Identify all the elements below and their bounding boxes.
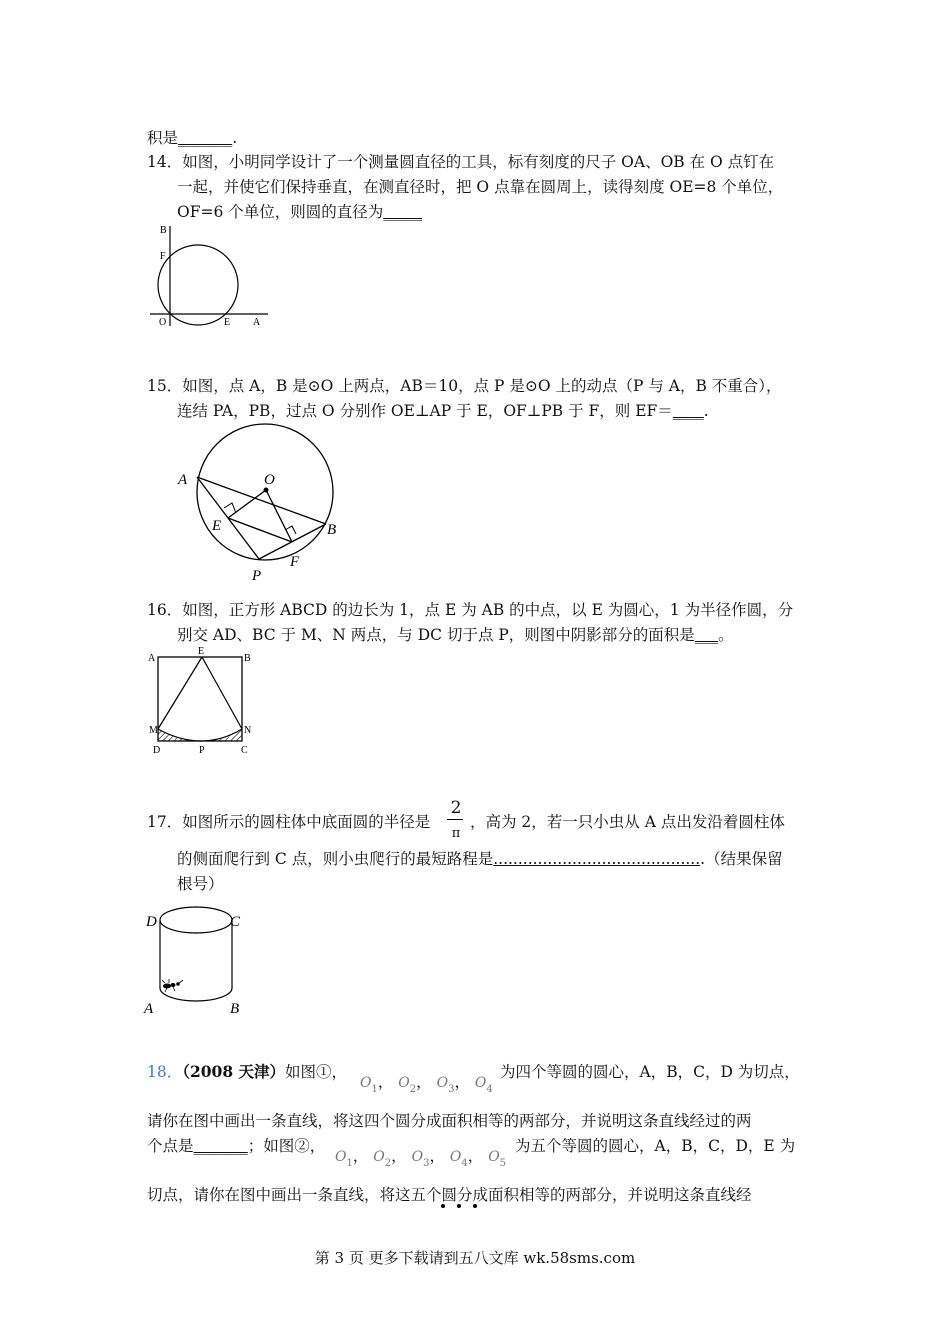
q18-blank: _______ — [193, 1137, 248, 1155]
emphasis-dot-2 — [457, 1204, 461, 1208]
q18-line4: 切点，请你在图中画出一条直线，将这五个圆分成面积相等的两部分，并说明这条直线经 — [147, 1186, 752, 1204]
q14-text3: OF=6 个单位，则圆的直径为 — [177, 203, 384, 221]
q18-line1b: 为四个等圆的圆心，A，B，C，D 为切点， — [500, 1063, 800, 1081]
center-o4: O — [474, 1075, 487, 1091]
center-dot — [264, 488, 269, 493]
q14-line3 — [177, 202, 422, 222]
q14-text1: 如图，小明同学设计了一个测量圆直径的工具，标有刻度的尺子 OA、OB 在 O 点钉在 — [182, 153, 775, 171]
q17-fraction-num: 2 — [450, 798, 462, 818]
q18-line3c: 为五个等圆的圆心，A，B，C，D，E 为 — [515, 1137, 796, 1155]
right-angle-e — [224, 503, 236, 513]
label-d: D — [153, 745, 161, 756]
label-e: E — [198, 646, 205, 657]
q14-blank: _____ — [383, 203, 422, 221]
q18-centers-2: $O_1$， $O_2$， $O_3$， $O_4$， $O_5$ — [335, 1147, 507, 1169]
label-a: A — [148, 653, 156, 664]
top-line — [147, 128, 237, 148]
q17-line1b: ，高为 2，若一只小虫从 A 点出发沿着圆柱体 — [470, 813, 785, 831]
q18-text1a: 如图①， — [285, 1063, 348, 1081]
center2-o1-sub: 1 — [346, 1158, 353, 1169]
q17-figure — [138, 900, 253, 1020]
center-o1: O — [360, 1075, 372, 1091]
q15-text1: 如图，点 A，B 是⊙O 上两点，AB＝10，点 P 是⊙O 上的动点（P 与 A，B 不重合）， — [182, 377, 782, 395]
q17-line2 — [177, 849, 783, 869]
emphasis-dot-1 — [441, 1204, 445, 1208]
q17-line1 — [147, 812, 430, 832]
center2-o5: O — [488, 1149, 500, 1165]
line-en — [202, 657, 242, 729]
label-e: E — [224, 317, 231, 328]
q15-number: 15． — [147, 377, 183, 395]
ant-icon — [162, 979, 183, 992]
shade-right — [202, 729, 242, 741]
q18-line3 — [147, 1136, 325, 1156]
q16-text2: 别交 AD、BC 于 M、N 两点，与 DC 切于点 P，则图中阴影部分的面积是 — [177, 626, 695, 644]
q15-text2: 连结 PA，PB，过点 O 分别作 OE⊥AP 于 E，OF⊥PB 于 F，则 EF＝ — [177, 402, 673, 420]
label-b: B — [160, 225, 167, 236]
label-m: M — [149, 725, 158, 736]
q14-line1 — [147, 152, 774, 172]
q18-line2: 请你在图中画出一条直线，将这四个圆分成面积相等的两部分，并说明这条直线经过的两 — [147, 1112, 752, 1130]
q14-line2: 一起，并使它们保持垂直，在测直径时，把 O 点靠在圆周上，读得刻度 OE=8 个单位， — [177, 178, 784, 196]
q17-blank: .......................................... — [493, 850, 701, 868]
shade-left — [158, 729, 202, 741]
top-blank: _______ — [178, 129, 233, 147]
q15-line1 — [147, 376, 782, 396]
page-footer: 第 3 页 更多下载请到五八文库 wk.58sms.com — [314, 1249, 636, 1267]
q17-text2b: .（结果保留 — [700, 850, 783, 868]
label-o: O — [264, 472, 275, 488]
center2-o2: O — [373, 1149, 385, 1165]
center2-o2-sub: 2 — [384, 1158, 392, 1169]
q18-line1 — [147, 1062, 347, 1082]
cylinder-top — [160, 907, 232, 933]
chord-ab — [197, 477, 326, 524]
q14-figure — [148, 222, 273, 330]
line-em — [158, 657, 202, 729]
q16-number: 16． — [147, 601, 183, 619]
label-a: A — [253, 317, 261, 328]
center-o3: O — [436, 1075, 449, 1091]
center-o3-sub: 3 — [448, 1084, 455, 1095]
label-p: P — [252, 568, 262, 584]
top-end: . — [232, 129, 238, 147]
line-oe — [228, 490, 266, 518]
q18-text3b: ；如图②， — [247, 1137, 326, 1155]
q15-blank: ____ — [672, 402, 704, 420]
top-text: 积是 — [147, 129, 179, 147]
label-c: C — [241, 745, 248, 756]
q15-line2 — [177, 401, 709, 421]
q17-number: 17． — [147, 813, 183, 831]
label-b: B — [327, 522, 337, 538]
label-n: N — [244, 725, 252, 736]
center-o2-sub: 2 — [409, 1084, 417, 1095]
emphasis-dot-3 — [473, 1204, 477, 1208]
label-a: A — [178, 472, 188, 488]
q17-text1a: 如图所示的圆柱体中底面圆的半径是 — [182, 813, 431, 831]
q17-line3: 根号） — [177, 875, 224, 893]
label-f: F — [290, 554, 300, 570]
cylinder-bottom — [160, 988, 232, 1001]
label-p: P — [199, 745, 205, 756]
center-o2: O — [398, 1075, 410, 1091]
center2-o4-sub: 4 — [461, 1158, 468, 1169]
q15-end: . — [703, 402, 709, 420]
label-o: O — [159, 317, 167, 328]
q15-figure — [170, 420, 350, 585]
q18-text3a: 个点是 — [147, 1137, 194, 1155]
label-c: C — [230, 914, 241, 930]
center2-o3: O — [411, 1149, 424, 1165]
q16-text1: 如图，正方形 ABCD 的边长为 1，点 E 为 AB 的中点，以 E 为圆心，1 为半径作圆，分 — [182, 601, 794, 619]
center2-o3-sub: 3 — [423, 1158, 430, 1169]
q17-fraction-den: π — [451, 826, 461, 841]
label-f: F — [160, 251, 166, 262]
label-a: A — [144, 1001, 154, 1017]
center-o1-sub: 1 — [371, 1084, 378, 1095]
square-abcd — [158, 657, 242, 741]
label-d: D — [146, 914, 157, 930]
q18-centers-1: $O_1$， $O_2$， $O_3$， $O_4$ — [360, 1073, 493, 1095]
label-b: B — [230, 1001, 240, 1017]
q17-text2a: 的侧面爬行到 C 点，则小虫爬行的最短路程是 — [177, 850, 494, 868]
q18-number: 18． — [147, 1063, 183, 1081]
label-e: E — [212, 518, 222, 534]
center2-o4: O — [449, 1149, 462, 1165]
q16-line1 — [147, 600, 793, 620]
q14-number: 14． — [147, 153, 183, 171]
center2-o5-sub: 5 — [499, 1158, 507, 1169]
q16-line2 — [177, 625, 734, 645]
q16-figure — [145, 645, 260, 760]
label-b: B — [244, 653, 251, 664]
q16-blank: ___ — [694, 626, 719, 644]
center-o4-sub: 4 — [486, 1084, 493, 1095]
q17-fraction-bar — [447, 819, 463, 820]
q16-end: 。 — [718, 626, 734, 644]
q18-source: （2008 天津） — [182, 1062, 286, 1081]
center2-o1: O — [335, 1149, 347, 1165]
